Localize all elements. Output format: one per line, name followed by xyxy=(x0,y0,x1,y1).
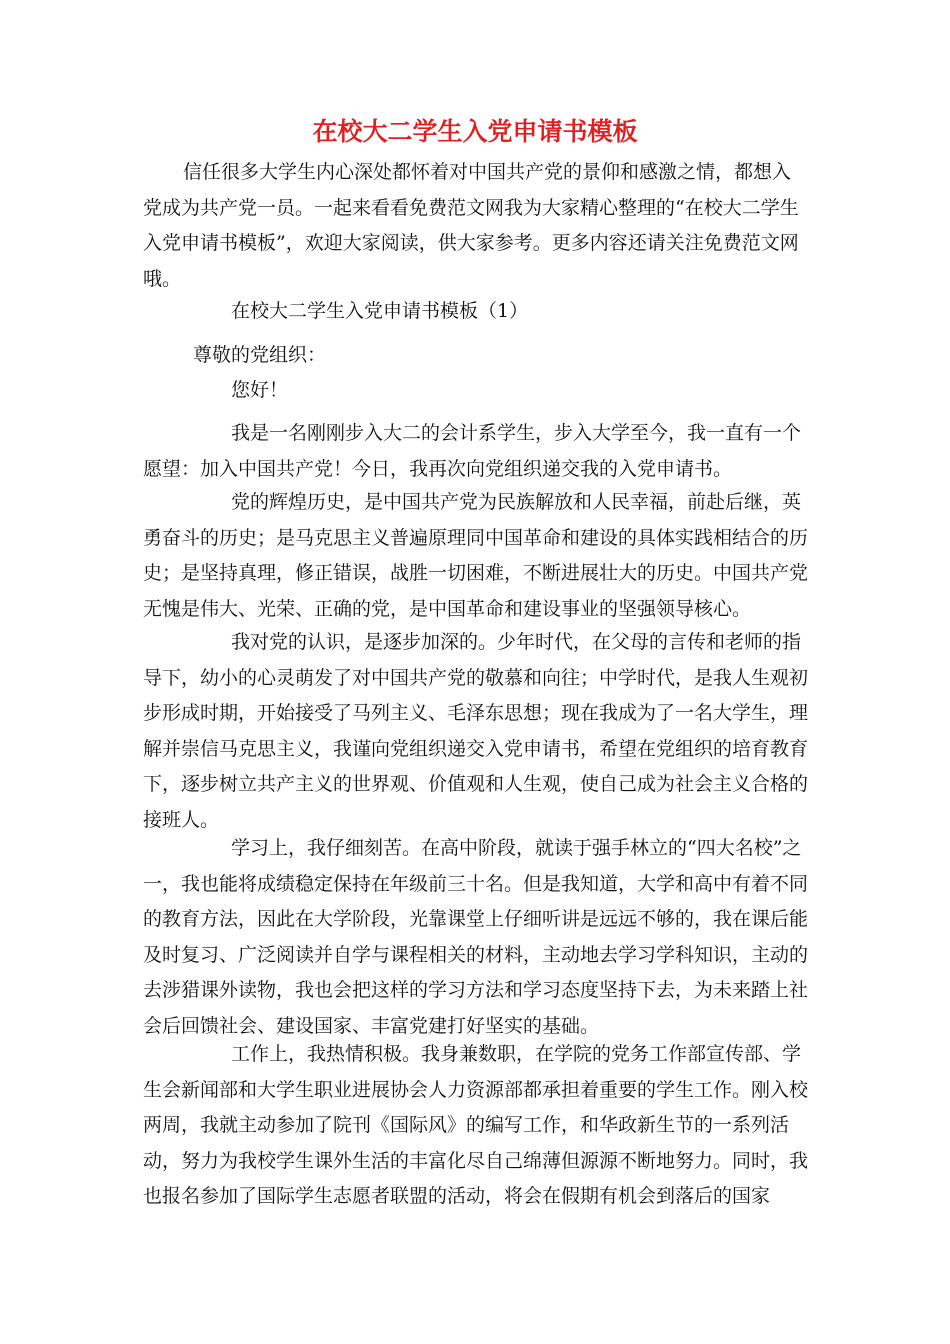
document-title: 在校大二学生入党申请书模板 xyxy=(312,117,638,146)
body-paragraph-5: 工作上，我热情积极。我身兼数职，在学院的党务工作部宣传部、学生会新闻部和大学生职业进展协会人力资源部都承担着重要的学生工作。刚入校两周，我就主动参加了院刊《国际风》的编写工作，和华政新生节的一系列活动，努力为我校学生课外生活的丰富化尽自己绵薄但源源不断地努力。同时，我也报名参加了国际学生志愿者联盟的活动，将会在假期有机会到落后的国家 xyxy=(143,1043,809,1207)
body-paragraph-3: 我对党的认识，是逐步加深的。少年时代，在父母的言传和老师的指导下，幼小的心灵萌发了对中国共产党的敬慕和向往；中学时代，是我人生观初步形成时期，开始接受了马列主义、毛泽东思想；现在我成为了一名大学生，理解并崇信马克思主义，我谨向党组织递交入党申请书，希望在党组织的培育教育下，逐步树立共产主义的世界观、价值观和人生观，使自己成为社会主义合格的接班人。 xyxy=(143,631,809,831)
greeting: 您好！ xyxy=(231,379,289,401)
body-paragraph-2: 党的辉煌历史，是中国共产党为民族解放和人民幸福，前赴后继，英勇奋斗的历史；是马克思主义普遍原理同中国革命和建设的具体实践相结合的历史；是坚持真理，修正错误，战胜一切困难，不断进展壮大的历史。中国共产党无愧是伟大、光荣、正确的党，是中国革命和建设事业的坚强领导核心。 xyxy=(143,491,809,620)
salutation: 尊敬的党组织： xyxy=(193,344,327,366)
section-heading: 在校大二学生入党申请书模板（1） xyxy=(231,300,529,322)
intro-paragraph: 信任很多大学生内心深处都怀着对中国共产党的景仰和感激之情，都想入党成为共产党一员。一起来看看免费范文网我为大家精心整理的“在校大二学生入党申请书模板”，欢迎大家阅读，供大家参考。更多内容还请关注免费范文网哦。 xyxy=(143,161,799,290)
body-paragraph-1: 我是一名刚刚步入大二的会计系学生，步入大学至今，我一直有一个愿望：加入中国共产党！今日，我再次向党组织递交我的入党申请书。 xyxy=(143,422,802,480)
body-paragraph-4: 学习上，我仔细刻苦。在高中阶段，就读于强手林立的“四大名校”之一，我也能将成绩稳定保持在年级前三十名。但是我知道，大学和高中有着不同的教育方法，因此在大学阶段，光靠课堂上仔细听讲是远远不够的，我在课后能及时复习、广泛阅读并自学与课程相关的材料，主动地去学习学科知识，主动的去涉猎课外读物，我也会把这样的学习方法和学习态度坚持下去，为未来踏上社会后回馈社会、建设国家、丰富党建打好坚实的基础。 xyxy=(143,837,809,1037)
